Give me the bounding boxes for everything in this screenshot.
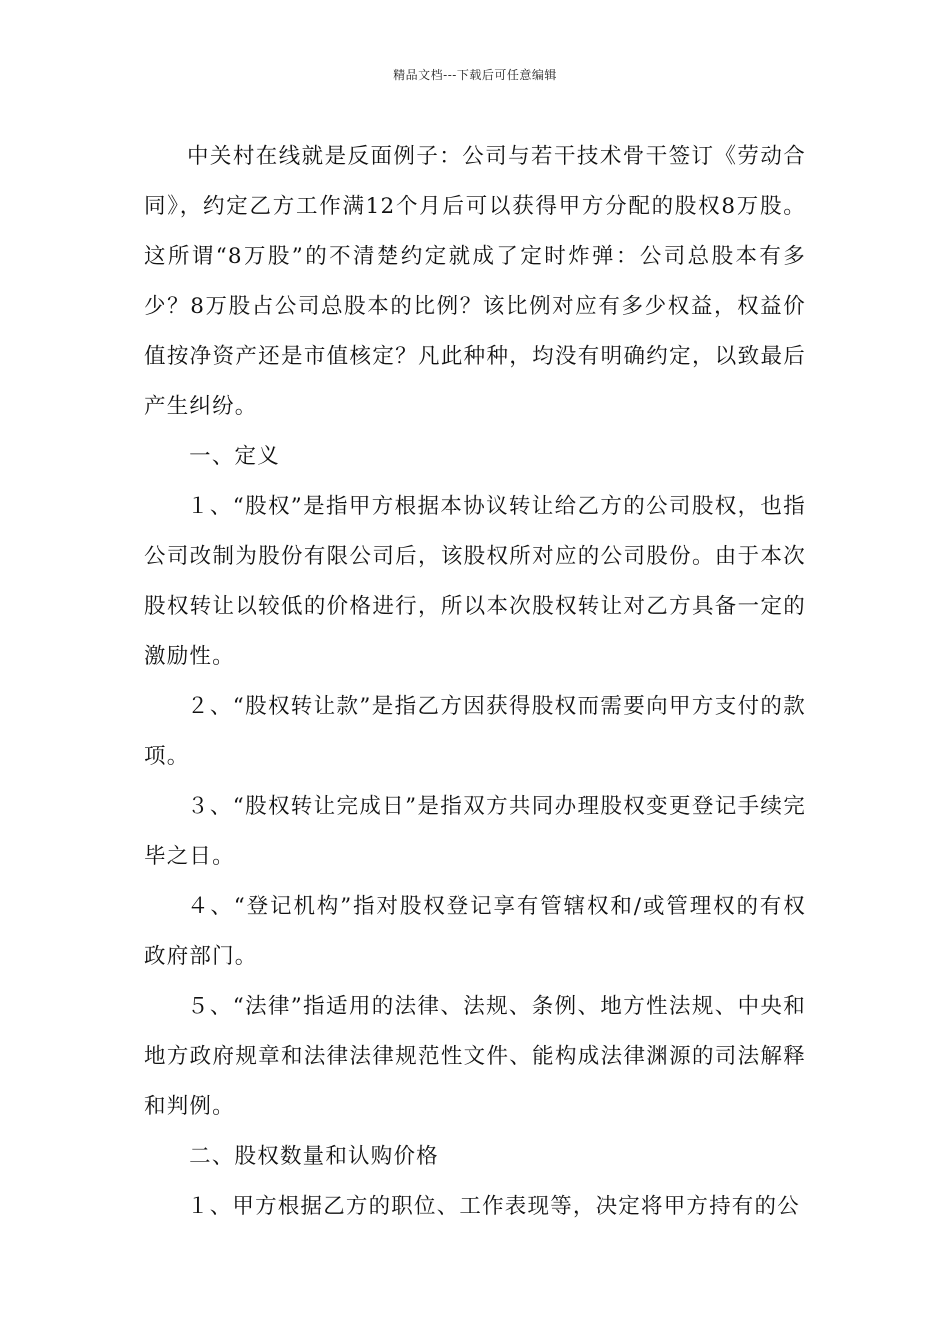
section-heading-quantity-price: 二、股权数量和认购价格 <box>189 1144 439 1169</box>
definition-item-law: ５、“法律”指适用的法律、法规、条例、地方性法规、中央和地方政府规章和法律法律规范性文件、能构成法律渊源的司法解释和判例。 <box>144 994 806 1119</box>
definition-item-registration-authority: ４、“登记机构”指对股权登记享有管辖权和/或管理权的有权政府部门。 <box>144 894 806 969</box>
page-header: 精品文档---下载后可任意编辑 <box>393 68 557 82</box>
definition-item-transfer-payment: ２、“股权转让款”是指乙方因获得股权而需要向甲方支付的款项。 <box>144 694 806 769</box>
quantity-item-1: １、甲方根据乙方的职位、工作表现等，决定将甲方持有的公 <box>187 1194 800 1219</box>
definition-item-completion-date: ３、“股权转让完成日”是指双方共同办理股权变更登记手续完毕之日。 <box>144 794 806 869</box>
section-heading-definitions: 一、定义 <box>189 444 280 469</box>
document-body <box>144 132 806 1232</box>
paragraph-example: 中关村在线就是反面例子：公司与若干技术骨干签订《劳动合同》，约定乙方工作满12个月后可以获得甲方分配的股权8万股。这所谓“8万股”的不清楚约定就成了定时炸弹：公司总股本有多少？8万股占公司总股本的比例？该比例对应有多少权益，权益价值按净资产还是市值核定？凡此种种，均没有明确约定，以致最后产生纠纷。 <box>144 144 806 419</box>
definition-item-equity: １、“股权”是指甲方根据本协议转让给乙方的公司股权，也指公司改制为股份有限公司后，该股权所对应的公司股份。由于本次股权转让以较低的价格进行，所以本次股权转让对乙方具备一定的激励性。 <box>144 494 806 669</box>
